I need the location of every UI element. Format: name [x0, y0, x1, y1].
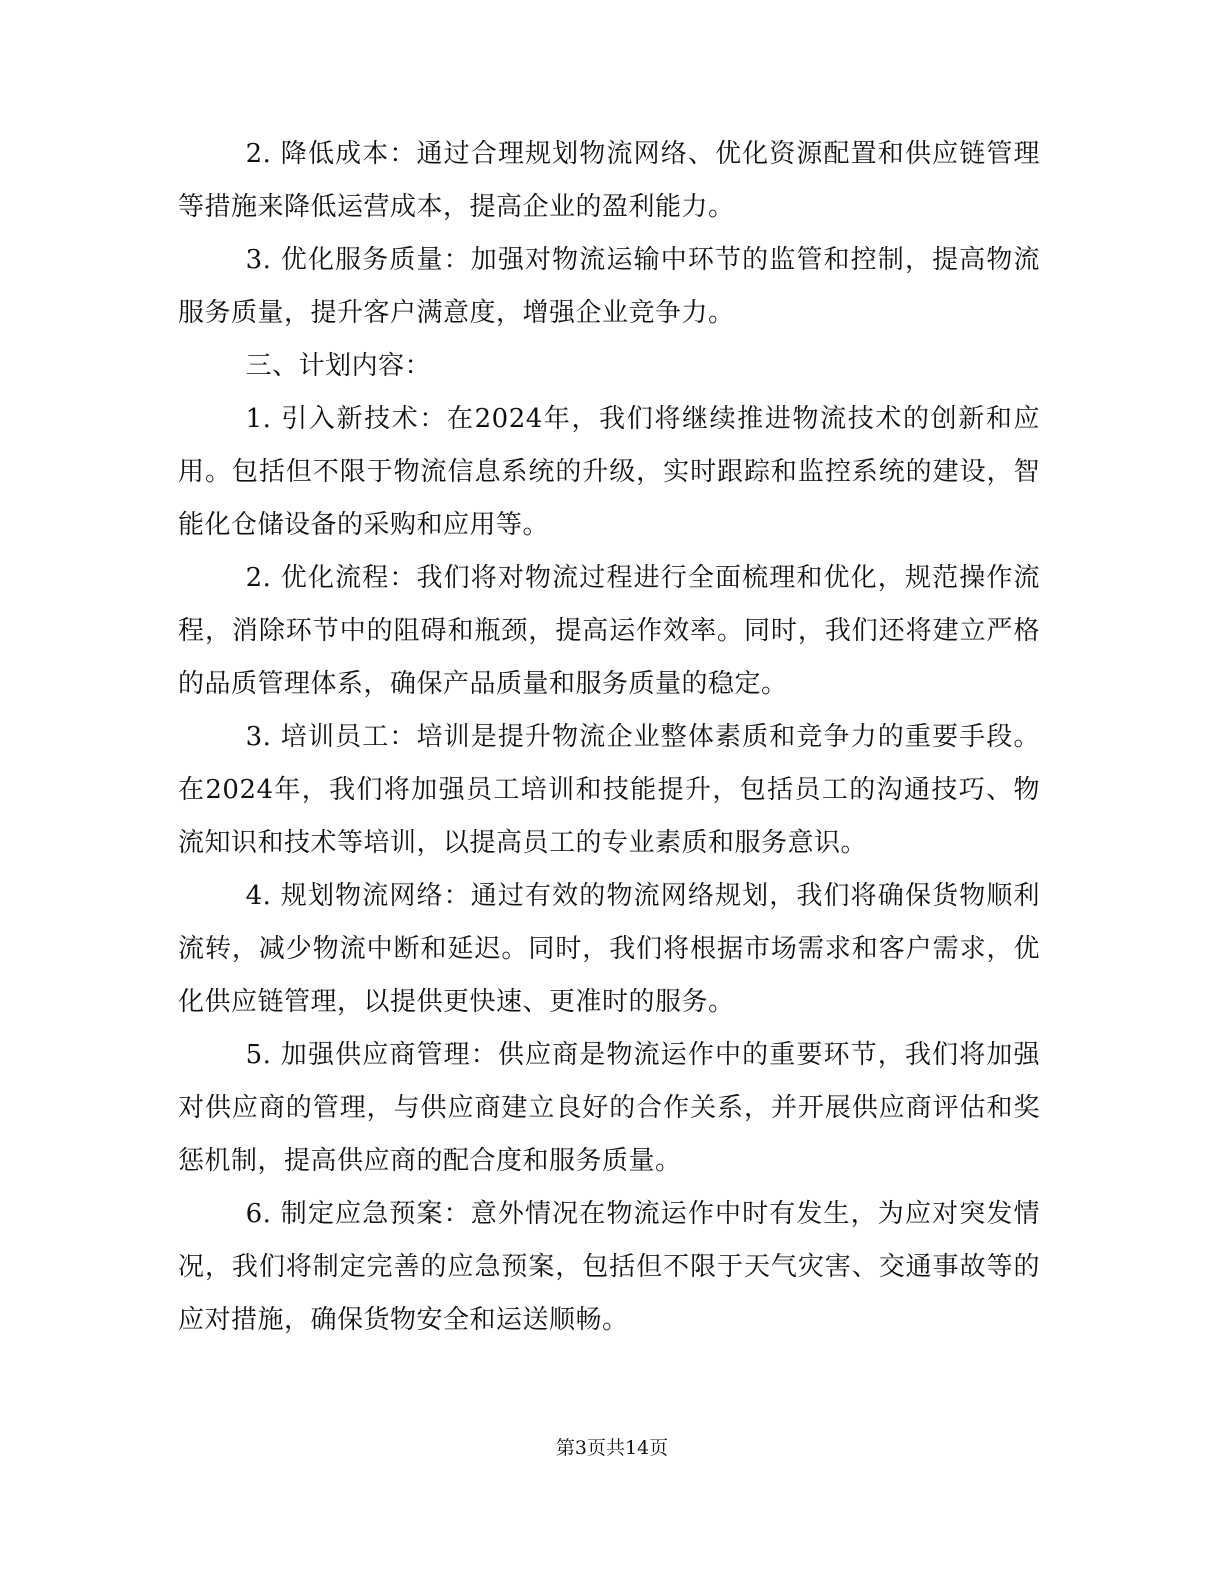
paragraph-supplier-management: 5. 加强供应商管理：供应商是物流运作中的重要环节，我们将加强对供应商的管理，与供应商建立良好的合作关系，并开展供应商评估和奖惩机制，提高供应商的配合度和服务质量。	[178, 1040, 1040, 1176]
paragraph-new-technology: 1. 引入新技术：在2024年，我们将继续推进物流技术的创新和应用。包括但不限于物流信息系统的升级，实时跟踪和监控系统的建设，智能化仓储设备的采购和应用等。	[178, 404, 1040, 540]
paragraph-logistics-network: 4. 规划物流网络：通过有效的物流网络规划，我们将确保货物顺利流转，减少物流中断和延迟。同时，我们将根据市场需求和客户需求，优化供应链管理，以提供更快速、更准时的服务。	[178, 881, 1040, 1017]
paragraph-reduce-cost: 2. 降低成本：通过合理规划物流网络、优化资源配置和供应链管理等措施来降低运营成本，提高企业的盈利能力。	[178, 139, 1040, 222]
document-body	[178, 128, 1040, 1347]
paragraph-emergency-plan: 6. 制定应急预案：意外情况在物流运作中时有发生，为应对突发情况，我们将制定完善的应急预案，包括但不限于天气灾害、交通事故等的应对措施，确保货物安全和运送顺畅。	[178, 1199, 1040, 1335]
paragraph-optimize-process: 2. 优化流程：我们将对物流过程进行全面梳理和优化，规范操作流程，消除环节中的阻碍和瓶颈，提高运作效率。同时，我们还将建立严格的品质管理体系，确保产品质量和服务质量的稳定。	[178, 563, 1040, 699]
paragraph-train-staff: 3. 培训员工：培训是提升物流企业整体素质和竞争力的重要手段。在2024年，我们将加强员工培训和技能提升，包括员工的沟通技巧、物流知识和技术等培训，以提高员工的专业素质和服务意识。	[178, 722, 1040, 858]
section-heading-plan-content: 三、计划内容：	[245, 351, 432, 381]
paragraph-service-quality: 3. 优化服务质量：加强对物流运输中环节的监管和控制，提高物流服务质量，提升客户满意度，增强企业竞争力。	[178, 245, 1040, 328]
page-number-footer: 第3页共14页	[555, 1437, 669, 1459]
